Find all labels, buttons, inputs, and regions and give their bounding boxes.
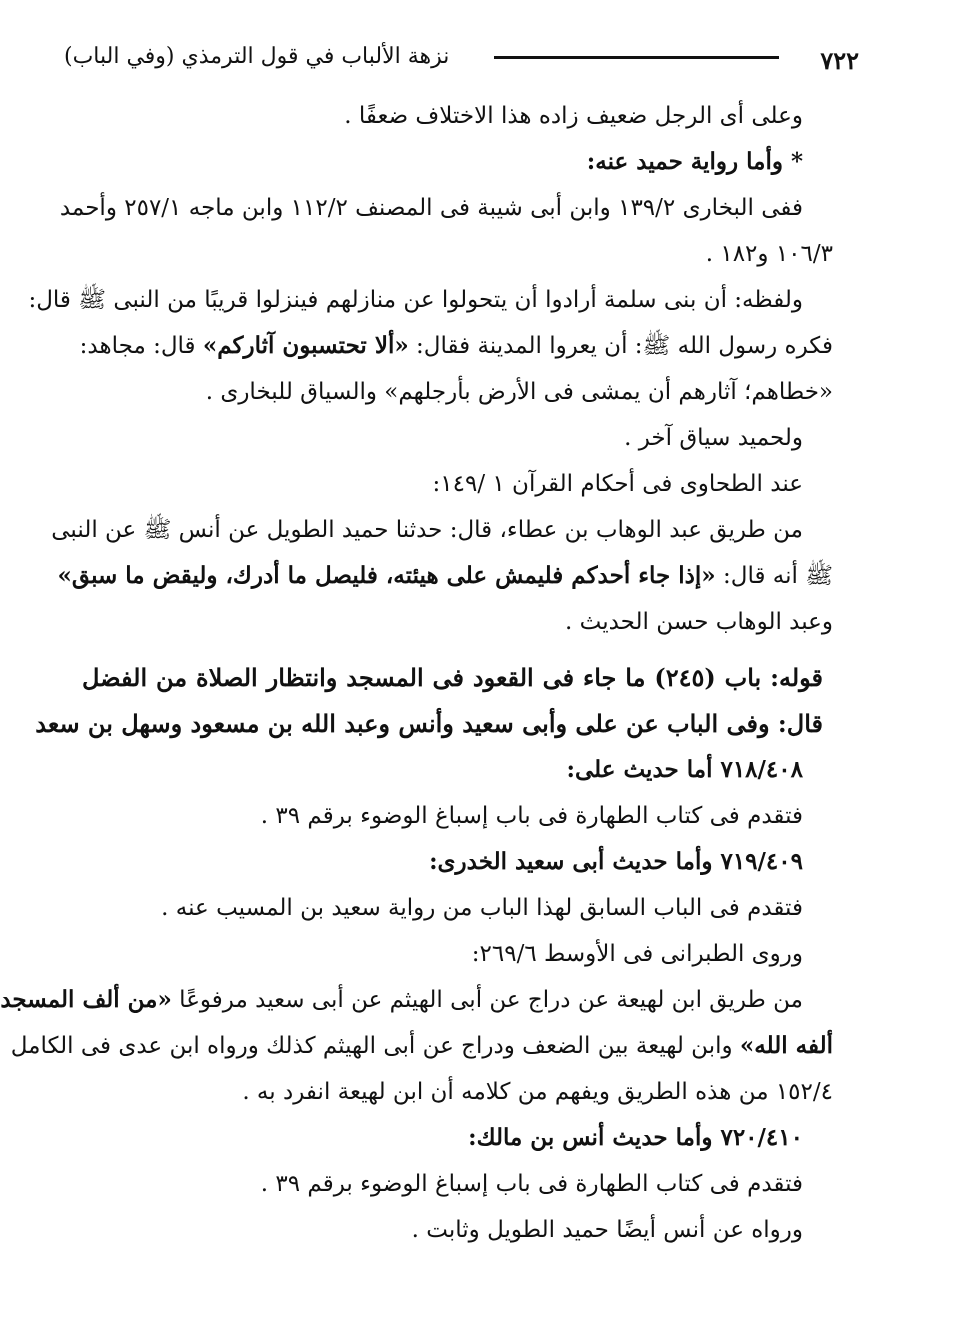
text-line	[57, 553, 833, 599]
subsection-heading: ٧١٨/٤٠٨ أما حديث على:	[566, 756, 803, 783]
subsection-heading: ٧١٩/٤٠٩ وأما حديث أبى سعيد الخدرى:	[429, 848, 803, 875]
text-line: ورواه عن أنس أيضًا حميد الطويل وثابت .	[411, 1217, 803, 1243]
text-run: قال: مجاهد:	[79, 333, 203, 359]
hadith-quote: ألفه الله»	[739, 1032, 833, 1059]
page-body	[0, 93, 833, 1253]
text-line: وعلى أى الرجل ضعيف زاده هذا الاختلاف ضعفًا .	[344, 103, 803, 129]
text-line	[0, 977, 833, 1023]
text-line	[10, 1023, 833, 1069]
header-rule	[494, 56, 779, 59]
text-run: وابن لهيعة بين الضعف ودراج عن أبى الهيثم كذلك ورواه ابن عدى فى الكامل	[10, 1033, 740, 1059]
paragraph-gap	[82, 645, 833, 655]
section-heading: * وأما رواية حميد عنه:	[586, 148, 803, 175]
text-line: وعبد الوهاب حسن الحديث .	[564, 609, 833, 635]
text-line: ١٥٢/٤ من هذه الطريق ويفهم من كلامه أن ابن لهيعة انفرد به .	[242, 1079, 833, 1105]
text-line: ولحميد سياق آخر .	[624, 425, 803, 451]
hadith-quote: «من ألف المسجد	[0, 986, 172, 1013]
hadith-quote: «ألا تحتسبون آثاركم»	[202, 332, 409, 359]
subsection-heading: ٧٢٠/٤١٠ وأما حديث أنس بن مالك:	[468, 1124, 803, 1151]
text-run: من طريق ابن لهيعة عن دراج عن أبى الهيثم عن أبى سعيد مرفوعًا	[171, 987, 803, 1013]
chapter-heading: قال: وفى الباب عن على وأبى سعيد وأنس وعبد الله بن مسعود وسهل بن سعد	[35, 709, 823, 738]
hadith-quote: «إذا جاء أحدكم فليمش على هيئته، فليصل ما أدرك، وليقض ما سبق»	[57, 562, 716, 589]
text-line: وروى الطبرانى فى الأوسط ٢٦٩/٦:	[471, 941, 803, 967]
text-line: عند الطحاوى فى أحكام القرآن ١ /١٤٩:	[432, 471, 803, 497]
chapter-heading: قوله: باب (٢٤٥) ما جاء فى القعود فى المسجد وانتظار الصلاة من الفضل	[82, 663, 823, 692]
text-run: ﷺ أنه قال:	[715, 563, 833, 589]
running-title: نزهة الألباب في قول الترمذي (وفي الباب)	[64, 44, 450, 69]
text-line: من طريق عبد الوهاب بن عطاء، قال: حدثنا حميد الطويل عن أنس ﷺ عن النبى	[51, 517, 803, 543]
text-line: فتقدم فى كتاب الطهارة فى باب إسباغ الوضوء برقم ٣٩ .	[260, 1171, 803, 1197]
text-line: ولفظه: أن بنى سلمة أرادوا أن يتحولوا عن منازلهم فينزلوا قريبًا من النبى ﷺ قال:	[28, 287, 803, 313]
page-header	[64, 36, 859, 76]
text-line: ١٠٦/٣ و١٨٢ .	[705, 241, 833, 267]
text-line: ففى البخارى ١٣٩/٢ وابن أبى شيبة فى المصنف ١١٢/٢ وابن ماجه ٢٥٧/١ وأحمد	[59, 195, 803, 221]
text-line: فتقدم فى كتاب الطهارة فى باب إسباغ الوضوء برقم ٣٩ .	[260, 803, 803, 829]
text-line: «خطاهم؛ آثارهم أن يمشى فى الأرض بأرجلهم» والسياق للبخارى .	[205, 379, 833, 405]
text-line: فتقدم فى الباب السابق لهذا الباب من رواية سعيد بن المسيب عنه .	[161, 895, 803, 921]
text-line	[79, 323, 833, 369]
text-run: فكره رسول الله ﷺ: أن يعروا المدينة فقال:	[408, 333, 833, 359]
page-number: ٧٢٢	[820, 46, 859, 75]
